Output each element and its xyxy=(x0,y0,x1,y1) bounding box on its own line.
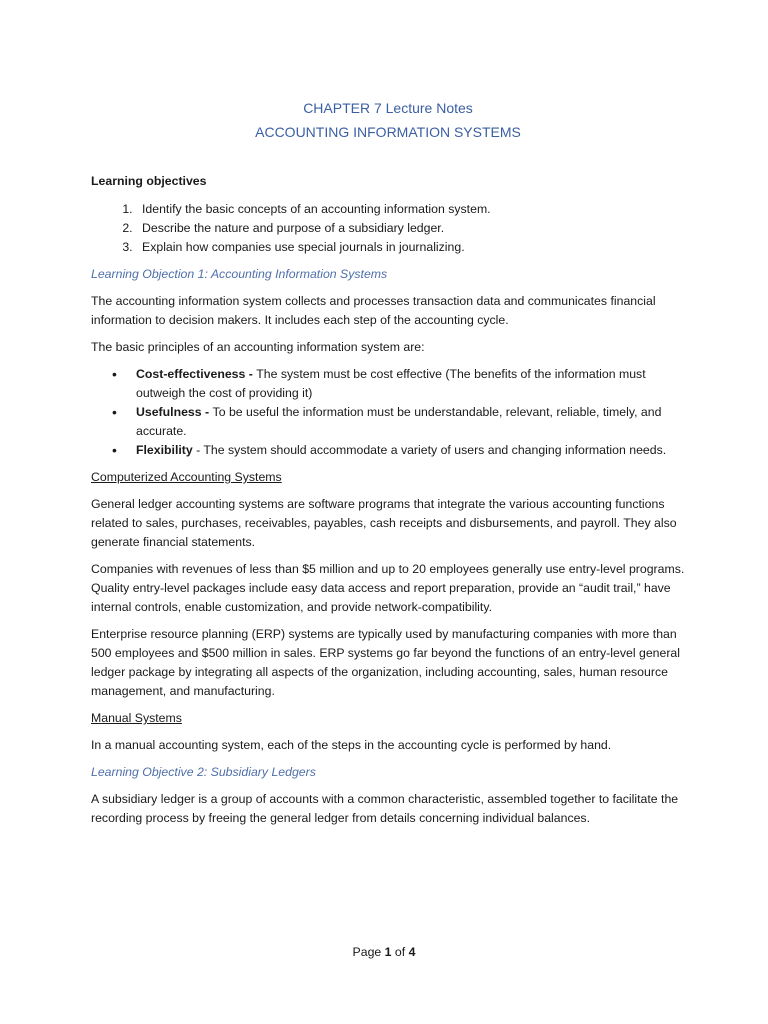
title-block xyxy=(85,96,691,144)
lo2-paragraph: A subsidiary ledger is a group of accounts with a common characteristic, assembled together to facilitate the recording process by freeing the general ledger from details concerning individual balances. xyxy=(91,792,679,825)
objective-item: 2. Describe the nature and purpose of a subsidiary ledger. xyxy=(136,219,691,238)
of-word: of xyxy=(391,945,409,959)
computerized-paragraph-1: General ledger accounting systems are software programs that integrate the various accounting functions related to sales, purchases, receivables, payables, cash receipts and disbursements, and payroll. They also generate financial statements. xyxy=(91,497,677,549)
subject-title: ACCOUNTING INFORMATION SYSTEMS xyxy=(255,124,521,140)
principle-term: Flexibility xyxy=(136,443,193,457)
computerized-heading: Computerized Accounting Systems xyxy=(91,470,282,484)
bullet-icon: • xyxy=(112,404,117,420)
principles-list xyxy=(91,365,691,460)
principle-item xyxy=(112,403,691,441)
page-total: 4 xyxy=(408,945,416,959)
learning-objectives-list xyxy=(91,200,691,257)
objective-item: 1. Identify the basic concepts of an accounting information system. xyxy=(136,200,691,219)
page-word: Page xyxy=(352,945,385,959)
computerized-paragraph-2: Companies with revenues of less than $5 million and up to 20 employees generally use entry-level programs. Quality entry-level packages include easy data access and report preparation, provide an “audit trail,” have internal controls, enable customization, and provide network-compatibility. xyxy=(91,562,685,614)
lo1-intro-paragraph: The accounting information system collects and processes transaction data and communicates financial information to decision makers. It includes each step of the accounting cycle. xyxy=(91,294,656,327)
computerized-paragraph-3: Enterprise resource planning (ERP) systems are typically used by manufacturing companies with more than 500 employees and $500 million in sales. ERP systems go far beyond the functions of an entry-level general ledger package by integrating all aspects of the organization, including accounting, sales, human resource management, and manufacturing. xyxy=(91,627,680,698)
objective-item: 3. Explain how companies use special journals in journalizing. xyxy=(136,238,691,257)
principle-text: To be useful the information must be understandable, relevant, reliable, timely, and accurate. xyxy=(136,405,662,438)
bullet-icon: • xyxy=(112,442,117,458)
page-current: 1 xyxy=(384,945,392,959)
lo2-heading: Learning Objective 2: Subsidiary Ledgers xyxy=(91,765,316,779)
principle-term: Usefulness - xyxy=(136,405,213,419)
principle-text: - The system should accommodate a variety of users and changing information needs. xyxy=(192,443,667,457)
manual-paragraph: In a manual accounting system, each of the steps in the accounting cycle is performed by hand. xyxy=(91,738,612,752)
principle-text: The system must be cost effective (The benefits of the information must outweigh the cost of providing it) xyxy=(136,367,646,400)
principle-item xyxy=(112,441,691,460)
principle-item xyxy=(112,365,691,403)
learning-objectives-heading: Learning objectives xyxy=(91,174,207,188)
lo1-heading: Learning Objection 1: Accounting Information Systems xyxy=(91,267,388,281)
chapter-title: CHAPTER 7 Lecture Notes xyxy=(303,100,473,116)
bullet-icon: • xyxy=(112,366,117,382)
page-footer xyxy=(0,943,768,962)
page-content xyxy=(91,96,691,828)
manual-heading: Manual Systems xyxy=(91,711,182,725)
principle-term: Cost-effectiveness - xyxy=(136,367,257,381)
principles-intro: The basic principles of an accounting information system are: xyxy=(91,340,425,354)
